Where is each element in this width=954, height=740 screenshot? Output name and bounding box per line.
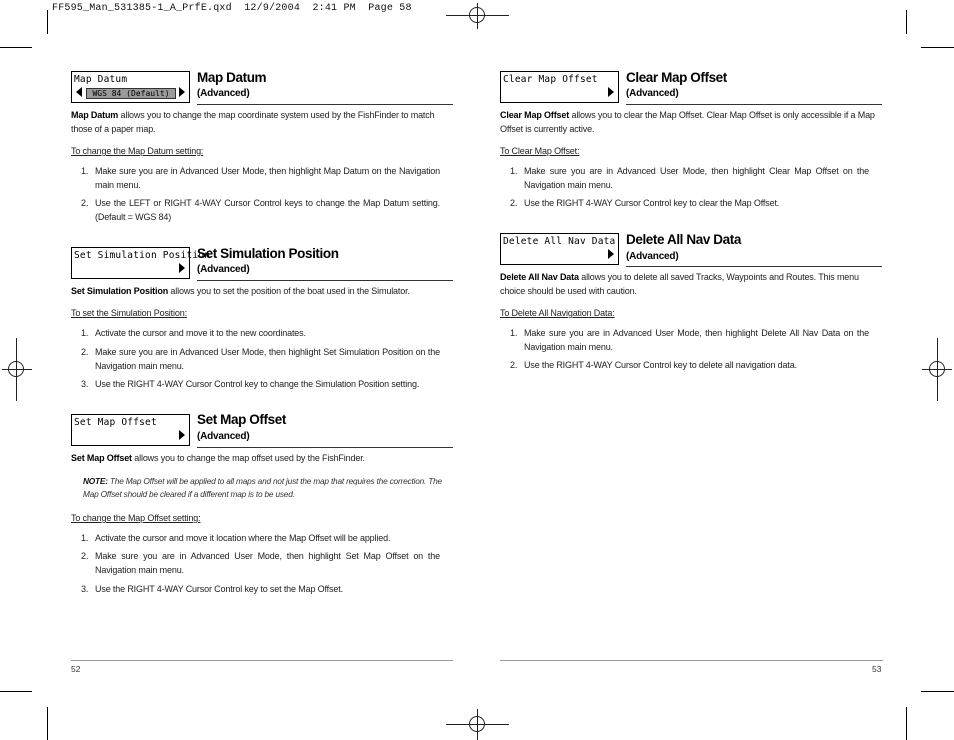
list-number: 1. bbox=[81, 166, 89, 176]
note-label: NOTE: bbox=[83, 476, 108, 486]
list-number: 2. bbox=[510, 198, 518, 208]
desc-text: allows you to clear the Map Offset. Clear Map Offset is only accessible if a Map Offset is currently active. bbox=[500, 110, 875, 134]
list-item bbox=[81, 377, 440, 391]
section-rule bbox=[197, 104, 453, 105]
section-rule bbox=[626, 104, 882, 105]
howto-heading: To Delete All Navigation Data: bbox=[500, 308, 615, 318]
right-arrow-icon bbox=[179, 87, 185, 97]
list-item bbox=[81, 531, 440, 545]
list-number: 2. bbox=[81, 347, 89, 357]
list-item bbox=[510, 196, 869, 210]
list-number: 2. bbox=[81, 551, 89, 561]
section-subtitle: (Advanced) bbox=[626, 251, 679, 262]
list-item bbox=[81, 582, 440, 596]
list-item bbox=[81, 196, 440, 224]
list-number: 1. bbox=[510, 328, 518, 338]
list-text: Use the LEFT or RIGHT 4-WAY Cursor Control keys to change the Map Datum setting. (Default = WGS 84) bbox=[95, 198, 440, 222]
menu-label: Map Datum bbox=[74, 74, 128, 85]
right-arrow-icon bbox=[608, 249, 614, 259]
list-number: 3. bbox=[81, 584, 89, 594]
desc-text: allows you to change the map coordinate system used by the FishFinder to match those of a paper map. bbox=[71, 110, 435, 134]
crop-mark bbox=[921, 691, 954, 692]
section-title: Delete All Nav Data bbox=[626, 232, 741, 247]
list-item bbox=[510, 164, 869, 192]
desc-text: allows you to change the map offset used by the FishFinder. bbox=[131, 453, 365, 463]
howto-heading: To change the Map Offset setting: bbox=[71, 513, 201, 523]
desc-term: Set Simulation Position bbox=[71, 286, 169, 296]
crop-mark bbox=[47, 707, 48, 740]
list-text: Make sure you are in Advanced User Mode, then highlight Delete All Nav Data on the Navigation main menu. bbox=[524, 328, 869, 352]
list-text: Make sure you are in Advanced User Mode, then highlight Set Simulation Position on the Navigation main menu. bbox=[95, 347, 440, 371]
menu-set-map-offset-illustration bbox=[71, 414, 190, 446]
list-text: Use the RIGHT 4-WAY Cursor Control key to clear the Map Offset. bbox=[524, 198, 780, 208]
desc-term: Map Datum bbox=[71, 110, 119, 120]
list-number: 2. bbox=[510, 360, 518, 370]
list-item bbox=[81, 549, 440, 577]
list-text: Activate the cursor and move it location where the Map Offset will be applied. bbox=[95, 533, 391, 543]
crop-mark bbox=[906, 707, 907, 740]
menu-delete-all-nav-data-illustration bbox=[500, 233, 619, 265]
page-number-right: 53 bbox=[872, 664, 882, 674]
list-item bbox=[510, 358, 869, 372]
section-subtitle: (Advanced) bbox=[626, 88, 679, 99]
menu-set-simulation-position-illustration bbox=[71, 247, 211, 279]
menu-label: Clear Map Offset bbox=[503, 74, 598, 85]
desc-term: Clear Map Offset bbox=[500, 110, 570, 120]
section-subtitle: (Advanced) bbox=[197, 264, 250, 275]
crop-mark bbox=[0, 47, 32, 48]
section-rule bbox=[626, 266, 882, 267]
section-title: Clear Map Offset bbox=[626, 70, 727, 85]
section-rule bbox=[197, 280, 453, 281]
list-text: Activate the cursor and move it to the new coordinates. bbox=[95, 328, 306, 338]
howto-heading: To change the Map Datum setting: bbox=[71, 146, 204, 156]
list-number: 1. bbox=[81, 328, 89, 338]
list-number: 2. bbox=[81, 198, 89, 208]
section-subtitle: (Advanced) bbox=[197, 88, 250, 99]
section-description bbox=[500, 108, 883, 136]
print-slug: FF595_Man_531385-1_A_PrfE.qxd 12/9/2004 2:41 PM Page 58 bbox=[52, 3, 412, 14]
list-number: 1. bbox=[81, 533, 89, 543]
desc-term: Set Map Offset bbox=[71, 453, 132, 463]
crop-mark bbox=[0, 691, 32, 692]
menu-label: Set Simulation Position bbox=[74, 250, 211, 261]
list-number: 3. bbox=[81, 379, 89, 389]
section-subtitle: (Advanced) bbox=[197, 431, 250, 442]
desc-term: Delete All Nav Data bbox=[500, 272, 579, 282]
list-text: Make sure you are in Advanced User Mode, then highlight Clear Map Offset on the Navigation main menu. bbox=[524, 166, 869, 190]
desc-text: allows you to delete all saved Tracks, Waypoints and Routes. This menu choice should be used with caution. bbox=[500, 272, 859, 296]
left-arrow-icon bbox=[76, 87, 82, 97]
section-title: Set Map Offset bbox=[197, 412, 286, 427]
crop-mark bbox=[906, 10, 907, 34]
list-text: Make sure you are in Advanced User Mode, then highlight Map Datum on the Navigation main menu. bbox=[95, 166, 440, 190]
right-arrow-icon bbox=[608, 87, 614, 97]
right-arrow-icon bbox=[179, 263, 185, 273]
menu-setting-value: WGS 84 (Default) bbox=[86, 88, 176, 99]
footer-rule-right bbox=[500, 660, 883, 661]
howto-heading: To Clear Map Offset: bbox=[500, 146, 580, 156]
menu-label: Set Map Offset bbox=[74, 417, 157, 428]
list-text: Make sure you are in Advanced User Mode, then highlight Set Map Offset on the Navigation main menu. bbox=[95, 551, 440, 575]
crop-mark bbox=[47, 10, 48, 34]
list-text: Use the RIGHT 4-WAY Cursor Control key to change the Simulation Position setting. bbox=[95, 379, 420, 389]
list-number: 1. bbox=[510, 166, 518, 176]
menu-label: Delete All Nav Data bbox=[503, 236, 616, 247]
note-text: The Map Offset will be applied to all maps and not just the map that requires the correction. The Map Offset should be cleared if a different map is to be used. bbox=[83, 476, 442, 499]
menu-clear-map-offset-illustration bbox=[500, 71, 619, 103]
list-item bbox=[510, 326, 869, 354]
crop-mark bbox=[921, 47, 954, 48]
right-arrow-icon bbox=[179, 430, 185, 440]
list-item bbox=[81, 326, 440, 340]
desc-text: allows you to set the position of the boat used in the Simulator. bbox=[168, 286, 410, 296]
footer-rule-left bbox=[71, 660, 453, 661]
page-number-left: 52 bbox=[71, 664, 81, 674]
list-text: Use the RIGHT 4-WAY Cursor Control key to set the Map Offset. bbox=[95, 584, 343, 594]
section-description bbox=[71, 108, 453, 136]
note bbox=[83, 475, 443, 501]
list-item bbox=[81, 345, 440, 373]
section-description bbox=[500, 270, 883, 298]
list-text: Use the RIGHT 4-WAY Cursor Control key to delete all navigation data. bbox=[524, 360, 797, 370]
section-description bbox=[71, 451, 453, 465]
section-title: Map Datum bbox=[197, 70, 267, 85]
howto-heading: To set the Simulation Position: bbox=[71, 308, 187, 318]
menu-map-datum-illustration bbox=[71, 71, 190, 103]
section-rule bbox=[197, 447, 453, 448]
list-item bbox=[81, 164, 440, 192]
section-description bbox=[71, 284, 453, 298]
section-title: Set Simulation Position bbox=[197, 246, 339, 261]
